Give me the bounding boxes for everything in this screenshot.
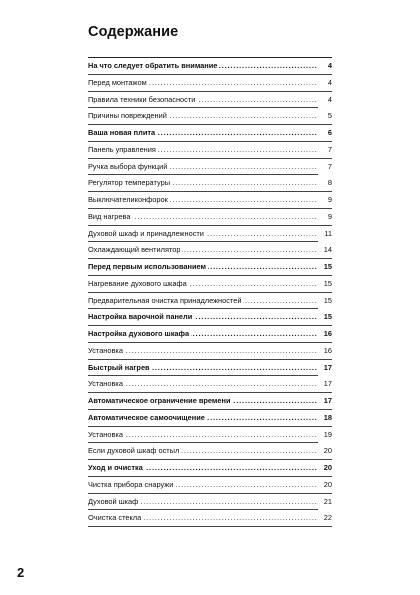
toc-entry-label-wrap bbox=[88, 393, 320, 409]
toc-entry-page: 11 bbox=[318, 226, 332, 242]
toc-entry-label-wrap bbox=[88, 75, 320, 91]
toc-entry-label-wrap bbox=[88, 159, 320, 175]
toc-entry-label-wrap bbox=[88, 360, 320, 376]
toc-entry bbox=[88, 125, 332, 142]
toc-entry-label: Причины повреждений bbox=[88, 111, 167, 121]
toc-entry-page: 7 bbox=[318, 159, 332, 175]
toc-entry-page: 15 bbox=[318, 259, 332, 275]
toc-entry-label: Выключателиконфорок bbox=[88, 195, 168, 204]
toc-entry-label: Установка bbox=[88, 379, 123, 389]
toc-entry-label: Вид нагрева bbox=[88, 211, 131, 221]
toc-entry bbox=[88, 494, 332, 511]
toc-entry bbox=[88, 142, 332, 159]
toc-entry-label-wrap bbox=[88, 376, 320, 392]
toc-entry-label-wrap bbox=[88, 108, 320, 124]
toc-entry-label-wrap bbox=[88, 293, 320, 309]
page-number: 2 bbox=[17, 565, 25, 580]
toc-entry-page: 7 bbox=[318, 142, 332, 158]
toc-entry-label-wrap bbox=[88, 460, 320, 476]
toc-entry-page: 8 bbox=[318, 175, 332, 191]
toc-entry-page: 16 bbox=[318, 326, 332, 342]
toc-entry-label-wrap bbox=[88, 259, 320, 275]
toc-entry-label: Автоматическое самоочищение bbox=[88, 412, 205, 422]
toc-entry-label: Охлаждающий вентилятор bbox=[88, 245, 181, 255]
toc-entry bbox=[88, 393, 332, 410]
toc-entry-label: Правила техники безопасности bbox=[88, 94, 196, 104]
toc-entry-label-wrap bbox=[88, 477, 320, 493]
toc-entry-label: Быстрый нагрев bbox=[88, 362, 150, 372]
toc-entry-page: 18 bbox=[318, 410, 332, 426]
toc-entry-page: 17 bbox=[318, 360, 332, 376]
toc-entry-label: Автоматическое ограничение времени bbox=[88, 396, 231, 405]
toc-entry-label: Очистка стекла bbox=[88, 513, 142, 523]
toc-entry bbox=[88, 343, 332, 360]
toc-entry-label-wrap bbox=[88, 494, 320, 510]
toc-entry-label: Установка bbox=[88, 345, 123, 355]
toc-entry bbox=[88, 510, 332, 527]
toc-entry bbox=[88, 376, 332, 393]
toc-entry-label-wrap bbox=[88, 343, 320, 359]
toc-entry-page: 9 bbox=[318, 192, 332, 208]
toc-entry-page: 17 bbox=[318, 376, 332, 392]
toc-entry-label: Установка bbox=[88, 429, 123, 439]
toc-entry-page: 15 bbox=[318, 276, 332, 292]
toc-entry-page: 15 bbox=[318, 309, 332, 325]
toc-entry-page: 4 bbox=[318, 92, 332, 108]
toc-entry-label-wrap bbox=[88, 510, 320, 526]
toc-entry-label: Духовой шкаф и принадлежности bbox=[88, 228, 204, 238]
toc-entry-label-wrap bbox=[88, 326, 320, 342]
toc-entry-page: 14 bbox=[318, 242, 332, 258]
toc-entry-page: 20 bbox=[318, 460, 332, 476]
toc-entry-label: Чистка прибора снаружи bbox=[88, 479, 174, 489]
toc-entry-label: Уход и очистка bbox=[88, 463, 143, 472]
toc-entry bbox=[88, 360, 332, 377]
toc-entry-page: 16 bbox=[318, 343, 332, 359]
toc-entry bbox=[88, 427, 332, 444]
toc-entry-page: 5 bbox=[318, 108, 332, 124]
toc-entry-label: Перед первым использованием bbox=[88, 262, 206, 271]
toc-entry-label-wrap bbox=[88, 427, 320, 443]
toc-entry-label-wrap bbox=[88, 142, 320, 158]
toc-entry-label: Панель управления bbox=[88, 144, 156, 154]
toc-entry bbox=[88, 276, 332, 293]
toc-entry bbox=[88, 226, 332, 243]
toc-entry bbox=[88, 75, 332, 92]
toc-entry bbox=[88, 293, 332, 310]
toc-entry-page: 19 bbox=[318, 427, 332, 443]
toc-entry-page: 20 bbox=[318, 477, 332, 493]
toc-entry bbox=[88, 58, 332, 75]
toc-entry bbox=[88, 326, 332, 343]
toc-entry-label: Ручка выбора функций bbox=[88, 161, 168, 171]
toc-entry-page: 4 bbox=[318, 75, 332, 91]
toc-entry bbox=[88, 92, 332, 109]
toc-entry bbox=[88, 443, 332, 460]
toc-entry bbox=[88, 460, 332, 477]
toc-entry-label-wrap bbox=[88, 209, 320, 225]
toc-entry-label: Настройка варочной панели bbox=[88, 312, 193, 322]
toc-entry bbox=[88, 309, 332, 326]
toc-entry-page: 6 bbox=[318, 125, 332, 141]
toc-entry-label-wrap bbox=[88, 242, 320, 258]
toc-entry-page: 22 bbox=[318, 510, 332, 526]
toc-entry-label: Ваша новая плита bbox=[88, 128, 156, 137]
toc-entry bbox=[88, 192, 332, 209]
toc-entry-page: 21 bbox=[318, 494, 332, 510]
toc-entry-page: 4 bbox=[318, 58, 332, 74]
page-title: Содержание bbox=[88, 24, 179, 40]
toc-entry-label: Духовой шкаф bbox=[88, 496, 139, 506]
toc-entry-page: 15 bbox=[318, 293, 332, 309]
toc-entry-label: Предварительная очистка принадлежностей bbox=[88, 295, 242, 305]
toc-entry-label-wrap bbox=[88, 192, 320, 208]
toc-entry-label: На что следует обратить внимание bbox=[88, 61, 218, 70]
toc-entry bbox=[88, 259, 332, 276]
toc-entry-label-wrap bbox=[88, 410, 320, 426]
toc-entry bbox=[88, 242, 332, 259]
toc-entry-label-wrap bbox=[88, 175, 320, 191]
toc-entry-label: Нагревание духового шкафа bbox=[88, 278, 187, 288]
toc-entry-page: 17 bbox=[318, 393, 332, 409]
toc-entry bbox=[88, 410, 332, 427]
toc-entry bbox=[88, 159, 332, 176]
toc-entry bbox=[88, 209, 332, 226]
toc-entry-label-wrap bbox=[88, 58, 320, 74]
table-of-contents bbox=[88, 57, 332, 527]
toc-entry-page: 9 bbox=[318, 209, 332, 225]
toc-entry-label: Перед монтажом bbox=[88, 77, 147, 87]
toc-entry-label-wrap bbox=[88, 276, 320, 292]
toc-entry-page: 20 bbox=[318, 443, 332, 459]
toc-entry-label: Регулятор температуры bbox=[88, 178, 170, 188]
toc-entry bbox=[88, 477, 332, 494]
toc-entry-label-wrap bbox=[88, 309, 320, 325]
toc-entry-label: Настройка духового шкафа bbox=[88, 329, 190, 338]
toc-entry-label-wrap bbox=[88, 125, 320, 141]
toc-entry-label-wrap bbox=[88, 92, 320, 108]
toc-entry-label: Если духовой шкаф остыл bbox=[88, 446, 180, 456]
toc-entry-label-wrap bbox=[88, 226, 320, 242]
toc-entry bbox=[88, 108, 332, 125]
toc-entry bbox=[88, 175, 332, 192]
toc-entry-label-wrap bbox=[88, 443, 320, 459]
